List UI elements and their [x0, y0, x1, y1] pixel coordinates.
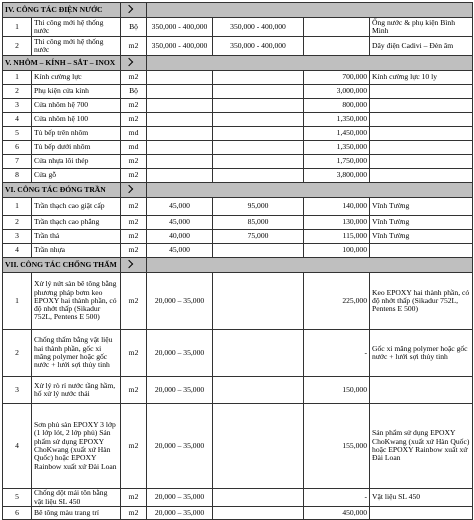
price-material	[213, 507, 304, 520]
section-filter-cell[interactable]	[121, 56, 147, 71]
price-labor: 350,000 - 400,000	[147, 37, 213, 56]
table-row	[3, 216, 473, 230]
price-total: 100,000	[304, 244, 370, 258]
note	[370, 141, 473, 155]
unit: m2	[121, 273, 147, 330]
table-row	[3, 489, 473, 507]
price-labor: 20,000 – 35,000	[147, 507, 213, 520]
price-labor: 20,000 – 35,000	[147, 377, 213, 404]
note	[370, 85, 473, 99]
note	[370, 244, 473, 258]
price-total: 450,000	[304, 507, 370, 520]
price-material	[213, 377, 304, 404]
table-row	[3, 141, 473, 155]
row-number: 2	[3, 330, 32, 377]
unit: m2	[121, 489, 147, 507]
price-material: 350,000 - 400,000	[213, 18, 304, 37]
item-name: Chống dột mái tôn bằng vật liệu SL 450	[32, 489, 121, 507]
item-name: Trần nhựa	[32, 244, 121, 258]
row-number: 8	[3, 169, 32, 183]
chevron-right-icon	[125, 5, 133, 13]
price-material: 75,000	[213, 230, 304, 244]
section-title: VII. CÔNG TÁC CHỐNG THẤM	[3, 258, 121, 273]
price-total	[304, 37, 370, 56]
table-row	[3, 99, 473, 113]
section-spacer	[147, 3, 473, 18]
item-name: Cửa nhôm hệ 100	[32, 113, 121, 127]
note: Vĩnh Tường	[370, 230, 473, 244]
item-name: Cửa nhựa lõi thép	[32, 155, 121, 169]
row-number: 1	[3, 273, 32, 330]
price-material	[213, 155, 304, 169]
item-name: Xử lý rò rỉ nước tầng hầm, hố xử lý nước thải	[32, 377, 121, 404]
item-name: Xử lý nứt sàn bê tông bằng phương pháp bơm keo EPOXY hai thành phần, có độ nhớt thấp (Sikadur 752L, Pentens E 500)	[32, 273, 121, 330]
price-labor: 20,000 – 35,000	[147, 404, 213, 489]
section-spacer	[147, 258, 473, 273]
unit: m2	[121, 198, 147, 216]
price-labor	[147, 99, 213, 113]
price-labor: 20,000 – 35,000	[147, 489, 213, 507]
price-material: 350,000 - 400,000	[213, 37, 304, 56]
note	[370, 99, 473, 113]
row-number: 4	[3, 244, 32, 258]
item-name: Chống thấm bằng vật liệu hai thành phần, gốc xi măng polymer hoặc gốc nước + lưới sợi thủy tinh	[32, 330, 121, 377]
unit: Bộ	[121, 18, 147, 37]
section-filter-cell[interactable]	[121, 258, 147, 273]
item-name: Tủ bếp dưới nhôm	[32, 141, 121, 155]
table-row	[3, 273, 473, 330]
unit: m2	[121, 155, 147, 169]
unit: m2	[121, 377, 147, 404]
row-number: 6	[3, 141, 32, 155]
row-number: 1	[3, 198, 32, 216]
item-name: Cửa nhôm hệ 700	[32, 99, 121, 113]
price-total: 700,000	[304, 71, 370, 85]
price-total: 140,000	[304, 198, 370, 216]
table-row	[3, 198, 473, 216]
unit: m2	[121, 216, 147, 230]
table-row	[3, 507, 473, 520]
price-material	[213, 169, 304, 183]
row-number: 3	[3, 230, 32, 244]
table-row	[3, 377, 473, 404]
price-labor	[147, 169, 213, 183]
row-number: 3	[3, 99, 32, 113]
row-number: 2	[3, 216, 32, 230]
table-row	[3, 37, 473, 56]
price-labor	[147, 71, 213, 85]
note: Vĩnh Tường	[370, 216, 473, 230]
row-number: 5	[3, 127, 32, 141]
section-title: VI. CÔNG TÁC ĐÓNG TRẦN	[3, 183, 121, 198]
table-row	[3, 113, 473, 127]
price-material: 85,000	[213, 216, 304, 230]
price-material	[213, 141, 304, 155]
table-body	[3, 3, 473, 520]
price-material	[213, 489, 304, 507]
table-row	[3, 404, 473, 489]
price-total: 1,750,000	[304, 155, 370, 169]
price-labor	[147, 127, 213, 141]
table-row	[3, 85, 473, 99]
note: Sản phẩm sử dụng EPOXY ChoKwang (xuất xứ Hàn Quốc) hoặc EPOXY Rainbow xuất xứ Đài Loan	[370, 404, 473, 489]
item-name: Tủ bếp trên nhôm	[32, 127, 121, 141]
row-number: 1	[3, 18, 32, 37]
note	[370, 155, 473, 169]
price-table	[2, 2, 473, 520]
row-number: 7	[3, 155, 32, 169]
unit: m2	[121, 99, 147, 113]
note	[370, 507, 473, 520]
row-number: 2	[3, 85, 32, 99]
row-number: 4	[3, 404, 32, 489]
price-material	[213, 244, 304, 258]
price-material	[213, 273, 304, 330]
section-filter-cell[interactable]	[121, 3, 147, 18]
chevron-right-icon	[125, 260, 133, 268]
price-labor: 350,000 - 400,000	[147, 18, 213, 37]
price-material	[213, 99, 304, 113]
unit: m2	[121, 330, 147, 377]
price-labor: 45,000	[147, 244, 213, 258]
price-total: 800,000	[304, 99, 370, 113]
item-name: Cửa gỗ	[32, 169, 121, 183]
table-row	[3, 71, 473, 85]
price-material	[213, 330, 304, 377]
price-total: 155,000	[304, 404, 370, 489]
row-number: 1	[3, 71, 32, 85]
price-total: 150,000	[304, 377, 370, 404]
item-name: Thi công mới hệ thống nước	[32, 18, 121, 37]
note	[370, 127, 473, 141]
chevron-right-icon	[125, 185, 133, 193]
price-total: -	[304, 330, 370, 377]
item-name: Trần thả	[32, 230, 121, 244]
price-total: 1,350,000	[304, 113, 370, 127]
price-labor: 45,000	[147, 198, 213, 216]
price-total: 1,450,000	[304, 127, 370, 141]
price-labor: 45,000	[147, 216, 213, 230]
note: Vật liệu SL 450	[370, 489, 473, 507]
price-total: 1,350,000	[304, 141, 370, 155]
unit: m2	[121, 113, 147, 127]
price-material	[213, 85, 304, 99]
unit: m2	[121, 37, 147, 56]
price-labor	[147, 141, 213, 155]
note	[370, 377, 473, 404]
price-labor: 20,000 – 35,000	[147, 273, 213, 330]
price-material: 95,000	[213, 198, 304, 216]
table-row	[3, 155, 473, 169]
unit: m2	[121, 404, 147, 489]
table-row	[3, 330, 473, 377]
price-material	[213, 404, 304, 489]
price-material	[213, 71, 304, 85]
note	[370, 169, 473, 183]
price-total	[304, 18, 370, 37]
price-total: -	[304, 489, 370, 507]
unit: md	[121, 127, 147, 141]
note: Gốc xi măng polymer hoặc gốc nước + lưới sợi thủy tinh	[370, 330, 473, 377]
row-number: 5	[3, 489, 32, 507]
unit: m2	[121, 169, 147, 183]
note: Ống nước & phụ kiện Bình Minh	[370, 18, 473, 37]
row-number: 3	[3, 377, 32, 404]
row-number: 2	[3, 37, 32, 56]
price-material	[213, 127, 304, 141]
unit: Bộ	[121, 85, 147, 99]
section-title: IV. CÔNG TÁC ĐIỆN NƯỚC	[3, 3, 121, 18]
note: Kính cường lực 10 ly	[370, 71, 473, 85]
price-total: 225,000	[304, 273, 370, 330]
section-header	[3, 56, 473, 71]
item-name: Trần thạch cao phẳng	[32, 216, 121, 230]
section-filter-cell[interactable]	[121, 183, 147, 198]
row-number: 6	[3, 507, 32, 520]
note: Keo EPOXY hai thành phần, có độ nhớt thấp (Sikadur 752L, Pentens E 500)	[370, 273, 473, 330]
unit: m2	[121, 71, 147, 85]
item-name: Sơn phủ sàn EPOXY 3 lớp (1 lớp lót, 2 lớp phủ) Sản phẩm sử dụng EPOXY ChoKwang (xuất xứ Hàn Quốc) hoặc EPOXY Rainbow xuất xứ Đài Loan	[32, 404, 121, 489]
unit: m2	[121, 230, 147, 244]
item-name: Thi công mới hệ thống nước	[32, 37, 121, 56]
table-row	[3, 127, 473, 141]
price-total: 115,000	[304, 230, 370, 244]
note: Dây điện Cadivi – Đèn âm	[370, 37, 473, 56]
section-spacer	[147, 183, 473, 198]
section-title: V. NHÔM – KÍNH – SẮT – INOX	[3, 56, 121, 71]
unit: md	[121, 141, 147, 155]
table-row	[3, 244, 473, 258]
section-spacer	[147, 56, 473, 71]
item-name: Kính cường lực	[32, 71, 121, 85]
section-header	[3, 183, 473, 198]
table-row	[3, 230, 473, 244]
price-labor	[147, 85, 213, 99]
section-header	[3, 3, 473, 18]
price-material	[213, 113, 304, 127]
price-total: 130,000	[304, 216, 370, 230]
item-name: Bê tông màu trang trí	[32, 507, 121, 520]
unit: m2	[121, 507, 147, 520]
unit: m2	[121, 244, 147, 258]
table-row	[3, 169, 473, 183]
price-total: 3,000,000	[304, 85, 370, 99]
note: Vĩnh Tường	[370, 198, 473, 216]
price-labor: 40,000	[147, 230, 213, 244]
item-name: Trần thạch cao giật cấp	[32, 198, 121, 216]
chevron-right-icon	[125, 58, 133, 66]
section-header	[3, 258, 473, 273]
row-number: 4	[3, 113, 32, 127]
note	[370, 113, 473, 127]
price-labor: 20,000 – 35,000	[147, 330, 213, 377]
price-labor	[147, 113, 213, 127]
item-name: Phụ kiện cửa kính	[32, 85, 121, 99]
price-labor	[147, 155, 213, 169]
price-total: 3,800,000	[304, 169, 370, 183]
table-row	[3, 18, 473, 37]
